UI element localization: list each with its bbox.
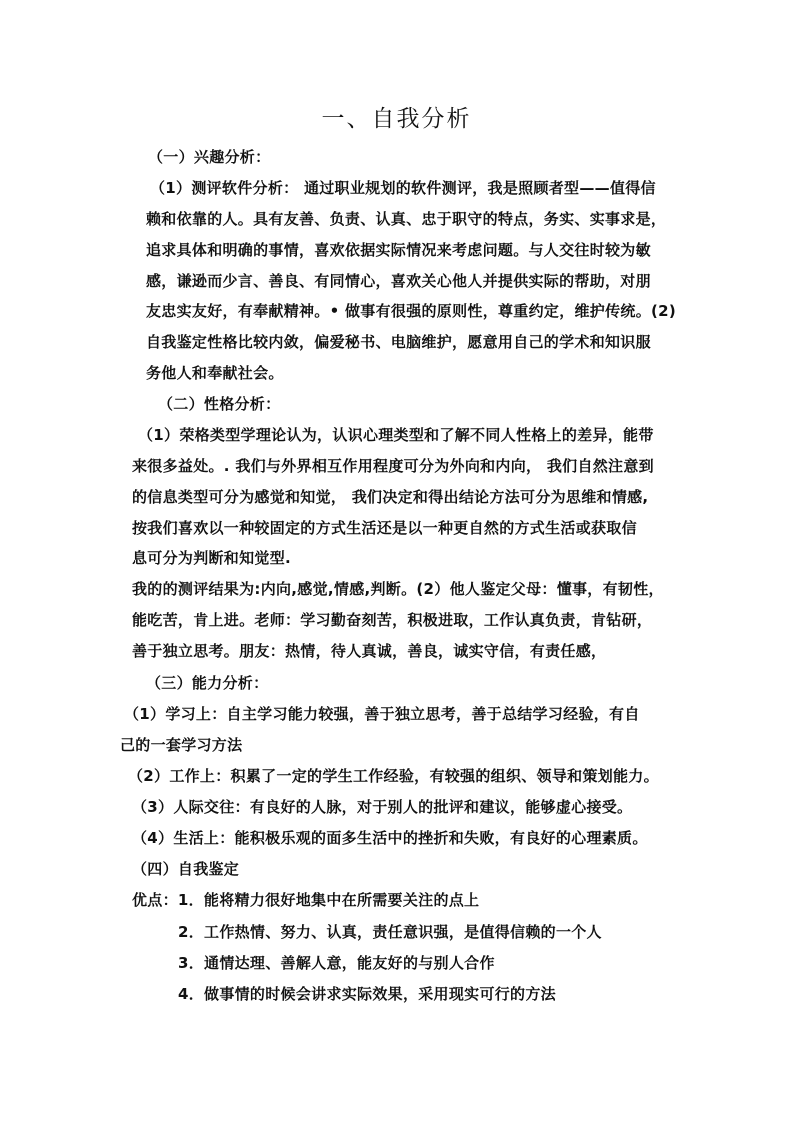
strengths-list-item: 4．做事情的时候会讲求实际效果，采用现实可行的方法: [178, 985, 556, 1003]
paragraph-line: 友忠实友好，有奉献精神。• 做事有很强的原则性，尊重约定，维护传统。(2): [146, 302, 677, 320]
paragraph-line: （1）测评软件分析： 通过职业规划的软件测评，我是照顾者型——值得信: [150, 179, 656, 197]
paragraph-line: 息可分为判断和知觉型.: [132, 549, 291, 567]
paragraph-line: 己的一套学习方法: [120, 736, 243, 754]
section-interest-heading: （一）兴趣分析：: [148, 148, 271, 166]
paragraph-line: 善于独立思考。朋友：热情，待人真诚，善良，诚实守信，有责任感，: [132, 642, 607, 660]
paragraph-line: （1）荣格类型学理论认为，认识心理类型和了解不同人性格上的差异，能带: [138, 426, 654, 444]
strengths-list-item: 优点：1．能将精力很好地集中在所需要关注的点上: [132, 891, 480, 909]
paragraph-line: （1）学习上：自主学习能力较强，善于独立思考，善于总结学习经验，有自: [124, 705, 640, 723]
paragraph-line: 感，谦逊而少言、善良、有同情心，喜欢关心他人并提供实际的帮助，对朋: [146, 272, 651, 290]
paragraph-line: 追求具体和明确的事情，喜欢依据实际情况来考虑问题。与人交往时较为敏: [146, 241, 651, 259]
strengths-list-item: 3．通情达理、善解人意，能友好的与别人合作: [178, 954, 495, 972]
paragraph-line: 能吃苦，肯上进。老师：学习勤奋刻苦，积极进取，工作认真负责，肯钻研，: [132, 611, 653, 629]
paragraph-line: 自我鉴定性格比较内敛，偏爱秘书、电脑维护，愿意用自己的学术和知识服: [146, 333, 651, 351]
paragraph-line: 按我们喜欢以一种较固定的方式生活还是以一种更自然的方式生活或获取信: [132, 519, 637, 537]
strengths-list-item: 2．工作热情、努力、认真，责任意识强，是值得信赖的一个人: [178, 923, 602, 941]
page-title: 一、自我分析: [321, 106, 472, 132]
section-self-evaluation-heading: （四）自我鉴定: [132, 860, 240, 878]
section-ability-heading: （三）能力分析：: [146, 674, 269, 692]
paragraph-line: （3）人际交往：有良好的人脉，对于别人的批评和建议，能够虚心接受。: [132, 798, 633, 816]
paragraph-line: （2）工作上：积累了一定的学生工作经验，有较强的组织、领导和策划能力。: [128, 767, 659, 785]
paragraph-line: （4）生活上：能积极乐观的面多生活中的挫折和失败，有良好的心理素质。: [132, 829, 648, 847]
paragraph-line: 赖和依靠的人。具有友善、负责、认真、忠于职守的特点，务实、实事求是，: [146, 210, 667, 228]
paragraph-line: 的信息类型可分为感觉和知觉， 我们决定和得出结论方法可分为思维和情感,: [132, 488, 649, 506]
paragraph-line: 务他人和奉献社会。: [146, 364, 284, 382]
paragraph-line: 我的的测评结果为:内向,感觉,情感,判断。(2）他人鉴定父母：懂事，有韧性，: [132, 580, 664, 598]
section-personality-heading: （二）性格分析：: [158, 395, 281, 413]
paragraph-line: 来很多益处。. 我们与外界相互作用程度可分为外向和内向， 我们自然注意到: [132, 457, 654, 475]
